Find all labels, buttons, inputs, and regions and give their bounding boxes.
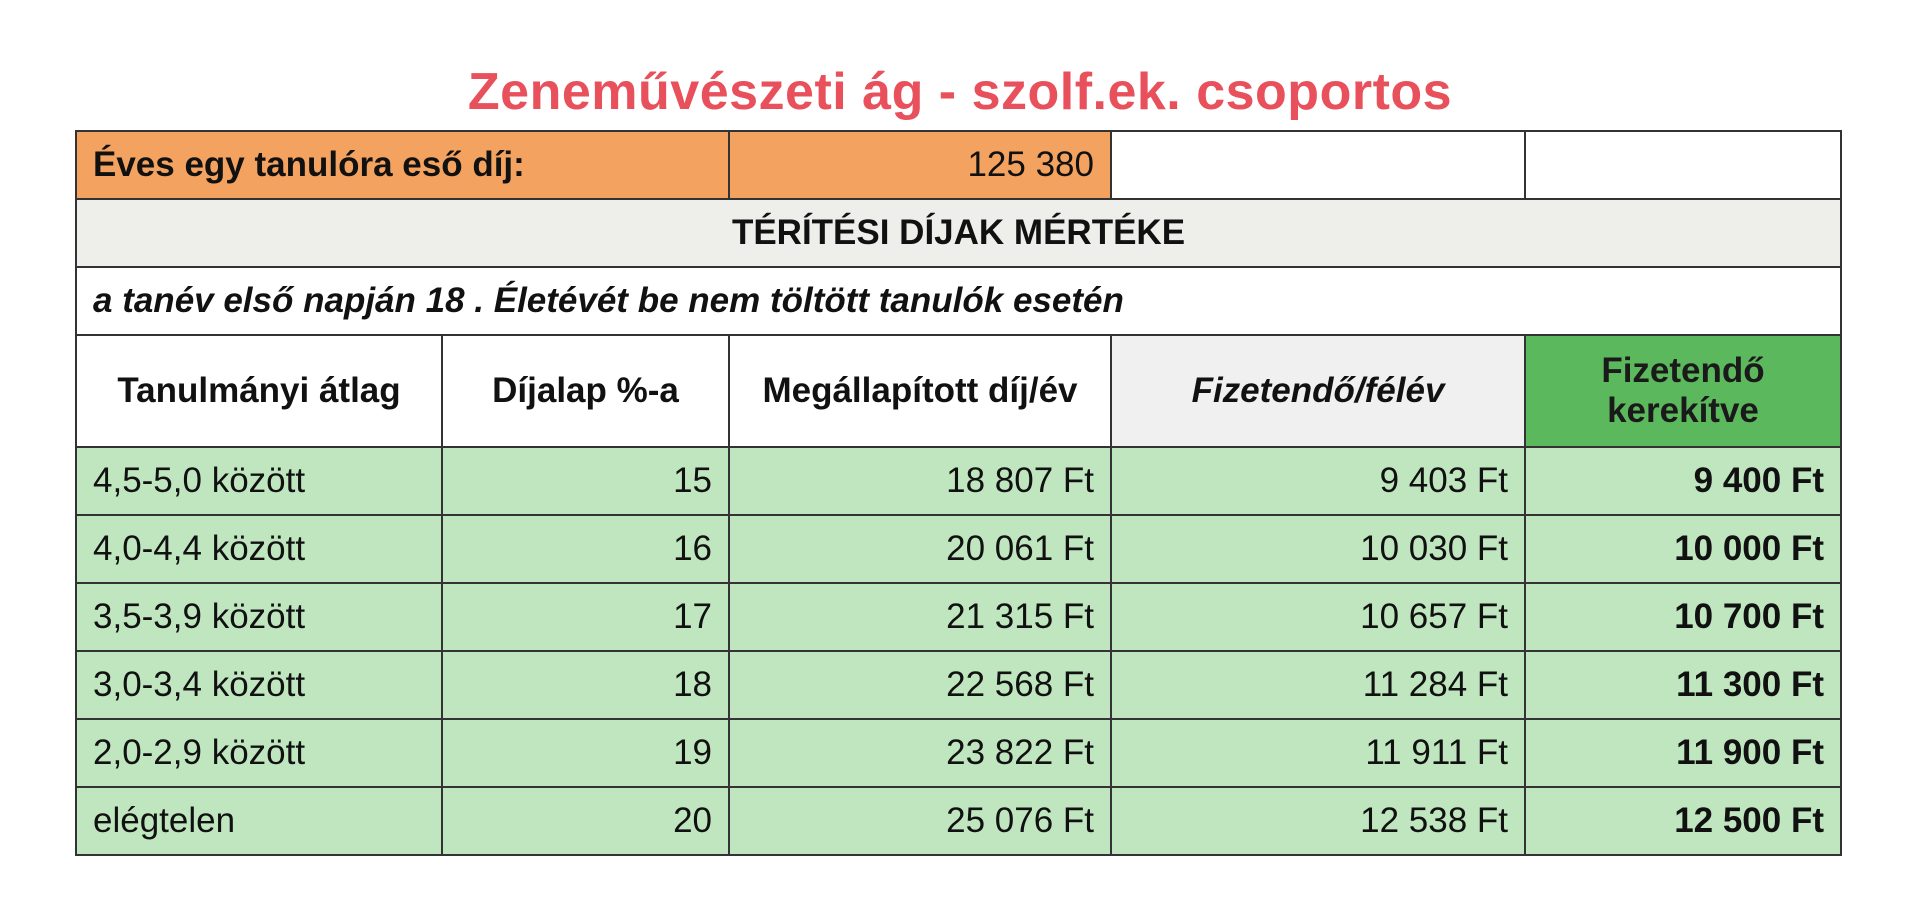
subtitle: a tanév első napján 18 . Életévét be nem töltött tanulók esetén <box>76 267 1841 335</box>
annual-fee-label: Éves egy tanulóra eső díj: <box>76 131 729 199</box>
fee-table <box>75 130 1842 856</box>
rounded-cell: 10 000 Ft <box>1525 515 1841 583</box>
table-row <box>76 583 1841 651</box>
column-header-rounded: Fizetendő kerekítve <box>1525 335 1841 447</box>
rounded-cell: 12 500 Ft <box>1525 787 1841 855</box>
average-cell: 4,5-5,0 között <box>76 447 442 515</box>
percent-cell: 19 <box>442 719 729 787</box>
annual-fee-value: 125 380 <box>729 131 1111 199</box>
document-title: Zeneművészeti ág - szolf.ek. csoportos <box>467 63 1453 121</box>
rounded-cell: 11 900 Ft <box>1525 719 1841 787</box>
half-year-cell: 9 403 Ft <box>1111 447 1525 515</box>
annual-fee-cell: 18 807 Ft <box>729 447 1111 515</box>
half-year-cell: 10 030 Ft <box>1111 515 1525 583</box>
section-title-row <box>76 199 1841 267</box>
section-title: TÉRÍTÉSI DÍJAK MÉRTÉKE <box>76 199 1841 267</box>
annual-fee-row <box>76 131 1841 199</box>
average-cell: 4,0-4,4 között <box>76 515 442 583</box>
annual-fee-cell: 25 076 Ft <box>729 787 1111 855</box>
rounded-cell: 11 300 Ft <box>1525 651 1841 719</box>
percent-cell: 18 <box>442 651 729 719</box>
half-year-cell: 11 911 Ft <box>1111 719 1525 787</box>
average-cell: 2,0-2,9 között <box>76 719 442 787</box>
table-row <box>76 787 1841 855</box>
annual-fee-cell: 21 315 Ft <box>729 583 1111 651</box>
average-cell: 3,5-3,9 között <box>76 583 442 651</box>
table-row <box>76 651 1841 719</box>
annual-fee-cell: 22 568 Ft <box>729 651 1111 719</box>
half-year-cell: 10 657 Ft <box>1111 583 1525 651</box>
average-cell: 3,0-3,4 között <box>76 651 442 719</box>
percent-cell: 17 <box>442 583 729 651</box>
percent-cell: 15 <box>442 447 729 515</box>
average-cell: elégtelen <box>76 787 442 855</box>
column-header-row <box>76 335 1841 447</box>
rounded-cell: 9 400 Ft <box>1525 447 1841 515</box>
table-row <box>76 515 1841 583</box>
column-header-percent: Díjalap %-a <box>442 335 729 447</box>
empty-cell <box>1111 131 1525 199</box>
annual-fee-cell: 20 061 Ft <box>729 515 1111 583</box>
rounded-cell: 10 700 Ft <box>1525 583 1841 651</box>
half-year-cell: 11 284 Ft <box>1111 651 1525 719</box>
column-header-annual-fee: Megállapított díj/év <box>729 335 1111 447</box>
subtitle-row <box>76 267 1841 335</box>
table-row <box>76 719 1841 787</box>
table-row <box>76 447 1841 515</box>
percent-cell: 16 <box>442 515 729 583</box>
column-header-half-year: Fizetendő/félév <box>1111 335 1525 447</box>
percent-cell: 20 <box>442 787 729 855</box>
column-header-average: Tanulmányi átlag <box>76 335 442 447</box>
half-year-cell: 12 538 Ft <box>1111 787 1525 855</box>
annual-fee-cell: 23 822 Ft <box>729 719 1111 787</box>
empty-cell <box>1525 131 1841 199</box>
